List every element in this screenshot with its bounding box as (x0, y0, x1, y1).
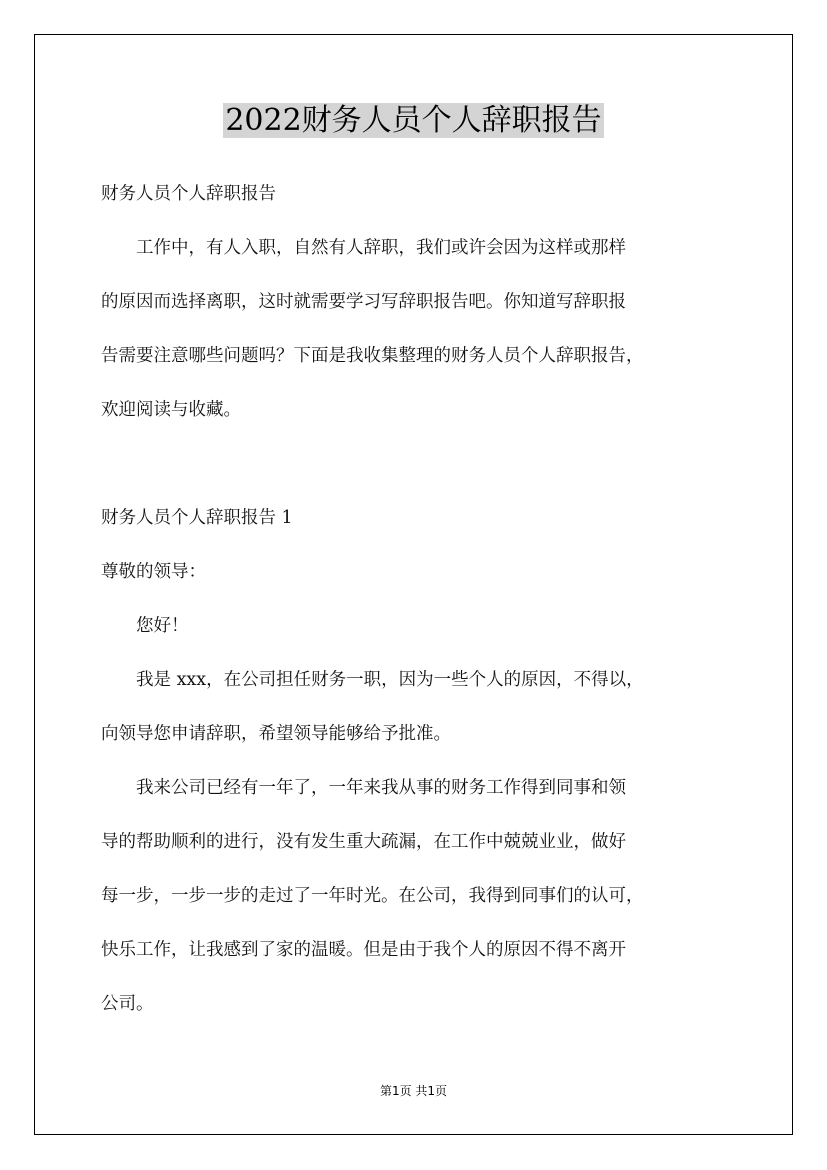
para1-line-1: 我是 xxx，在公司担任财务一职，因为一些个人的原因，不得以， (136, 670, 644, 690)
para2-line-3: 每一步，一步一步的走过了一年时光。在公司，我得到同事们的认可， (101, 886, 644, 906)
document-title (0, 99, 827, 143)
salutation: 尊敬的领导： (101, 562, 206, 582)
intro-line-1: 工作中，有人入职，自然有人辞职，我们或许会因为这样或那样 (136, 238, 626, 258)
para2-line-4: 快乐工作，让我感到了家的温暖。但是由于我个人的原因不得不离开 (101, 940, 626, 960)
blank-line (101, 445, 733, 499)
document-body (101, 175, 733, 1039)
document-title-text: 2022财务人员个人辞职报告 (225, 103, 602, 138)
intro-line-4: 欢迎阅读与收藏。 (101, 400, 241, 420)
para2-line-2: 导的帮助顺利的进行，没有发生重大疏漏，在工作中兢兢业业，做好 (101, 832, 626, 852)
para2-line-1: 我来公司已经有一年了，一年来我从事的财务工作得到同事和领 (136, 778, 626, 798)
intro-line-3: 告需要注意哪些问题吗？下面是我收集整理的财务人员个人辞职报告， (101, 346, 644, 366)
document-subtitle: 财务人员个人辞职报告 (101, 184, 276, 204)
intro-line-2: 的原因而选择离职，这时就需要学习写辞职报告吧。你知道写辞职报 (101, 292, 626, 312)
para2-line-5: 公司。 (101, 994, 154, 1014)
greeting: 您好！ (136, 616, 189, 636)
section-heading: 财务人员个人辞职报告 1 (101, 508, 293, 528)
page-indicator: 第1页 共1页 (379, 1084, 448, 1098)
para1-line-2: 向领导您申请辞职，希望领导能够给予批准。 (101, 724, 451, 744)
